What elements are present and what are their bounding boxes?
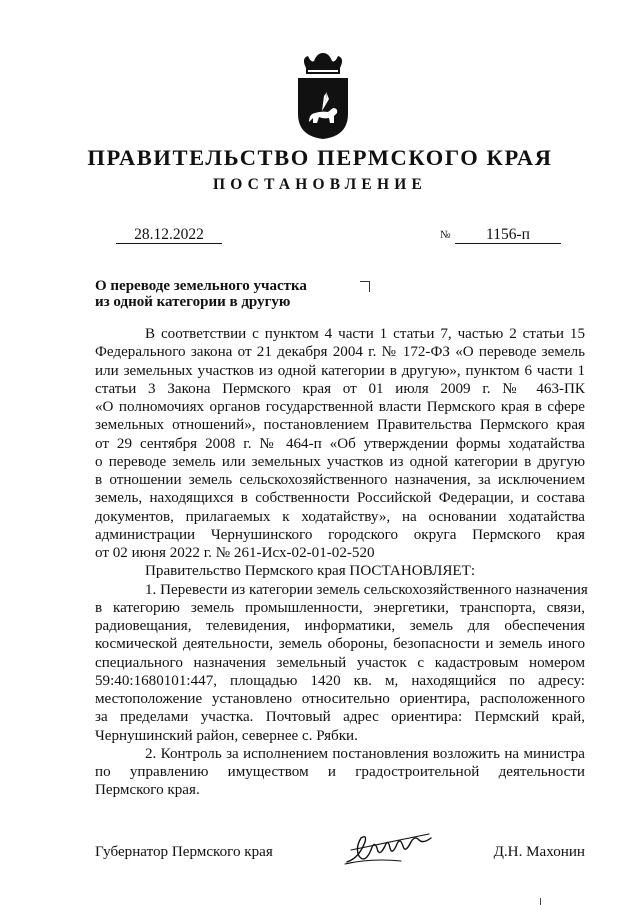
- scan-edge-mark: [540, 898, 541, 905]
- item1-line: 1. Перевести из категории земель сельскохозяйственного назначения: [145, 581, 588, 598]
- item1-line: 59:40:1680101:447, площадью 1420 кв. м, находящийся по адресу:: [95, 672, 585, 689]
- item1-line: в категорию земель промышленности, энергетики, транспорта, связи,: [95, 599, 585, 616]
- item1-line: радиовещания, телевидения, информатики, земель для обеспечения: [95, 618, 585, 634]
- document-type: ПОСТАНОВЛЕНИЕ: [212, 176, 428, 193]
- item2-line: Пермского края.: [95, 782, 200, 799]
- signer-position: Губернатор Пермского края: [95, 844, 273, 860]
- document-subject: [95, 278, 355, 310]
- signature-block: [95, 838, 585, 868]
- document-date: 28.12.2022: [116, 226, 222, 244]
- preamble-line: администрации Чернушинского городского округа Пермского края: [95, 526, 585, 543]
- item1-line: местоположение установлено относительно ориентира, расположенного: [95, 691, 585, 707]
- preamble-line: о переводе земель или земельных участков из одной категории в другую: [95, 453, 585, 470]
- corner-mark: [360, 281, 370, 292]
- document-body: [95, 325, 588, 800]
- preamble-line: от 02 июня 2022 г. № 261-Исх-02-01-02-520: [95, 545, 375, 561]
- preamble-line: земель, находящихся в собственности Российской Федерации, и состава: [95, 490, 585, 507]
- perm-krai-coat-of-arms-icon: [297, 52, 349, 140]
- organization-title: ПРАВИТЕЛЬСТВО ПЕРМСКОГО КРАЯ: [87, 145, 553, 170]
- resolves-line: Правительство Пермского края ПОСТАНОВЛЯЕТ:: [145, 563, 476, 580]
- item1-line: Чернушинский район, севернее с. Рябки.: [95, 727, 358, 744]
- item2-line: 2. Контроль за исполнением постановления возложить на министра: [145, 745, 585, 762]
- preamble-line: документов, прилагаемых к ходатайству», на основании ходатайства: [95, 508, 585, 525]
- item1-line: космической деятельности, земель обороны, безопасности и земель иного: [95, 636, 585, 653]
- subject-line: из одной категории в другую: [95, 294, 291, 310]
- number-label: №: [440, 229, 451, 241]
- item1-line: за пределами участка. Почтовый адрес ориентира: Пермский край,: [95, 709, 585, 726]
- document-number: 1156-п: [455, 226, 561, 244]
- preamble-line: в отношении земель сельскохозяйственного назначения, за исключением: [95, 472, 585, 488]
- preamble-line: Федерального закона от 21 декабря 2004 г. № 172-ФЗ «О переводе земель: [95, 344, 585, 361]
- preamble-line: В соответствии с пунктом 4 части 1 статьи 7, частью 2 статьи 15: [145, 326, 585, 342]
- item1-line: специального назначения земельный участок с кадастровым номером: [95, 654, 585, 671]
- preamble-line: статьи 3 Закона Пермского края от 01 июля 2009 г. № 463-ПК: [95, 380, 585, 397]
- preamble-line: или земельных участков из одной категории в другую», пунктом 6 части 1: [95, 362, 585, 379]
- preamble-line: земельных отношений», постановлением Правительства Пермского края: [95, 417, 585, 434]
- signer-name: Д.Н. Махонин: [493, 844, 585, 860]
- preamble-line: от 29 сентября 2008 г. № 464-п «Об утверждении формы ходатайства: [95, 435, 585, 452]
- subject-line: О переводе земельного участка: [95, 278, 307, 294]
- item2-line: по управлению имуществом и градостроительной деятельности: [95, 764, 585, 780]
- handwritten-signature-icon: [341, 828, 437, 868]
- preamble-line: «О полномочиях органов государственной власти Пермского края в сфере: [95, 399, 585, 415]
